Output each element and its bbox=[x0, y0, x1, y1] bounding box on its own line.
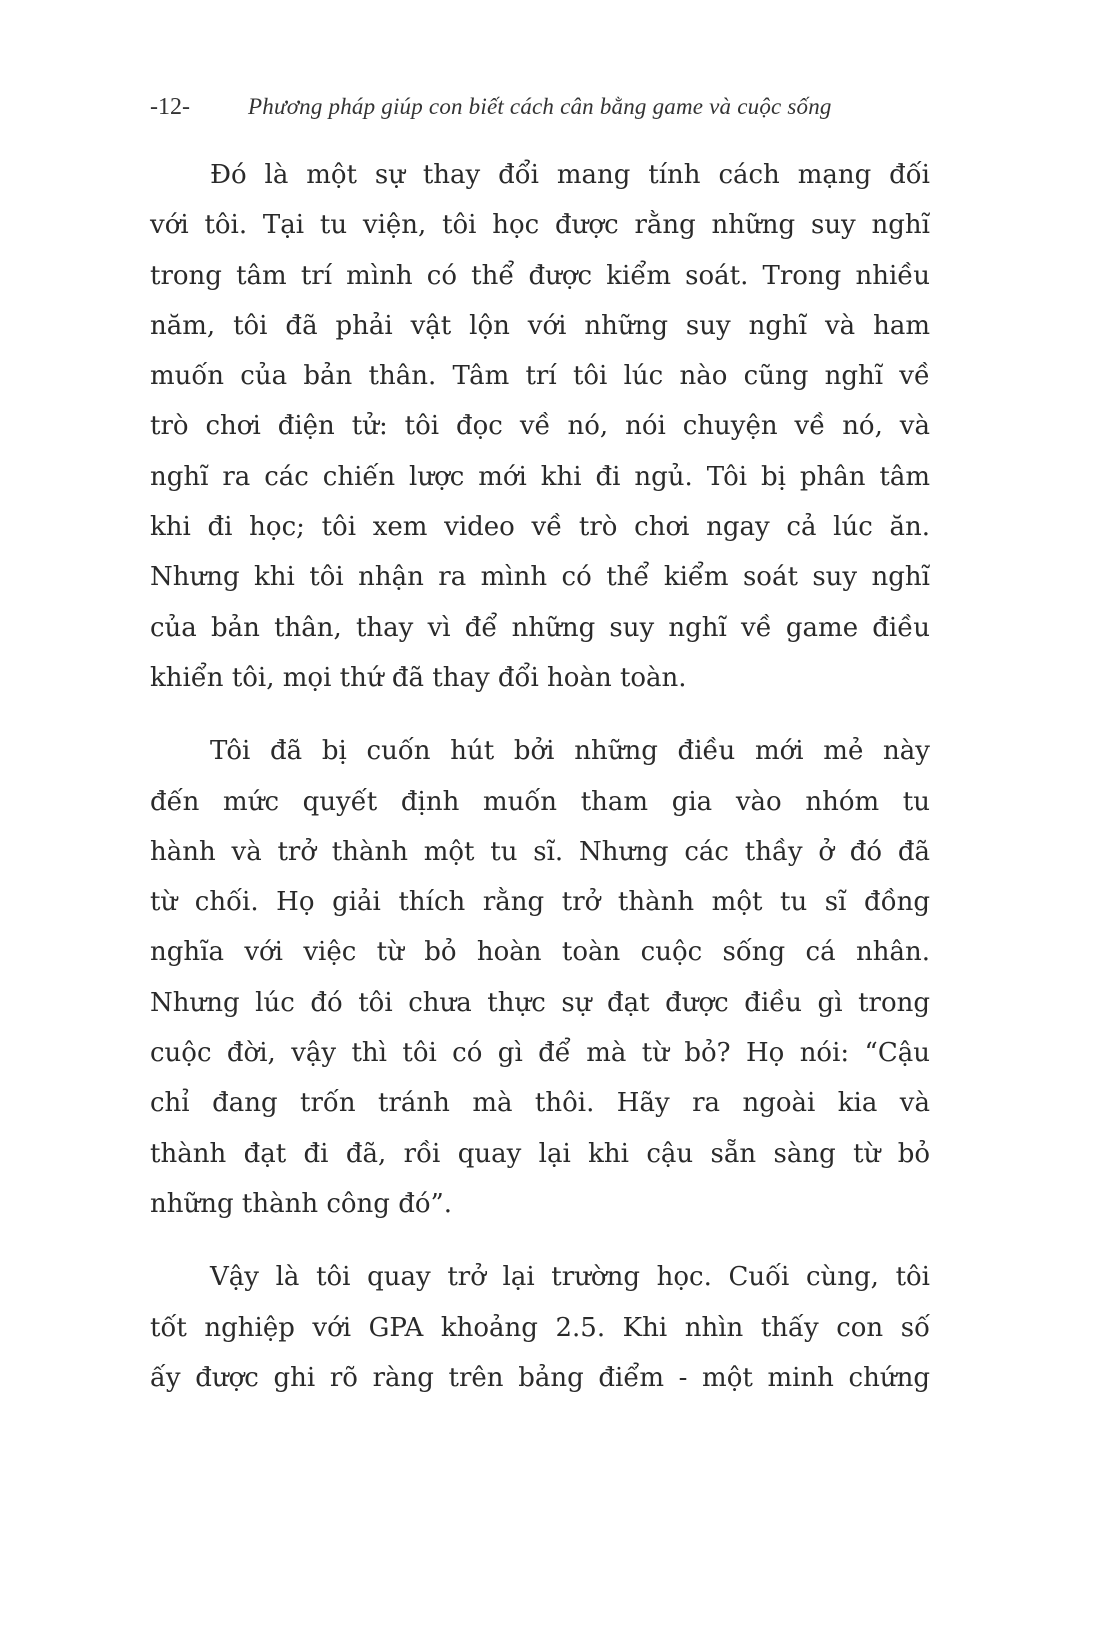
text-line: Nhưng khi tôi nhận ra mình có thể kiểm soát suy nghĩ bbox=[150, 562, 930, 593]
body-text bbox=[150, 150, 930, 1426]
text-line: ấy được ghi rõ ràng trên bảng điểm - một minh chứng bbox=[150, 1362, 930, 1393]
text-line: của bản thân, thay vì để những suy nghĩ về game điều bbox=[150, 612, 930, 643]
text-line: Vậy là tôi quay trở lại trường học. Cuối cùng, tôi bbox=[210, 1262, 930, 1293]
text-line: đến mức quyết định muốn tham gia vào nhóm tu bbox=[150, 786, 930, 817]
paragraph bbox=[150, 1252, 930, 1403]
text-line: hành và trở thành một tu sĩ. Nhưng các thầy ở đó đã bbox=[150, 836, 930, 867]
text-line: những thành công đó”. bbox=[150, 1188, 453, 1219]
text-line: Nhưng lúc đó tôi chưa thực sự đạt được điều gì trong bbox=[150, 987, 930, 1018]
text-line: thành đạt đi đã, rồi quay lại khi cậu sẵn sàng từ bỏ bbox=[150, 1138, 930, 1169]
text-line: với tôi. Tại tu viện, tôi học được rằng những suy nghĩ bbox=[150, 210, 930, 241]
text-line: nghĩ ra các chiến lược mới khi đi ngủ. Tôi bị phân tâm bbox=[150, 461, 930, 492]
running-header bbox=[150, 94, 930, 128]
text-line: Đó là một sự thay đổi mang tính cách mạng đối bbox=[210, 160, 930, 190]
paragraph bbox=[150, 150, 930, 703]
text-line: năm, tôi đã phải vật lộn với những suy nghĩ và ham bbox=[150, 310, 930, 341]
text-line: Tôi đã bị cuốn hút bởi những điều mới mẻ này bbox=[210, 736, 930, 767]
text-line: cuộc đời, vậy thì tôi có gì để mà từ bỏ? Họ nói: “Cậu bbox=[150, 1038, 930, 1069]
text-line: khiển tôi, mọi thứ đã thay đổi hoàn toàn. bbox=[150, 662, 687, 693]
page-number: -12- bbox=[150, 94, 190, 120]
text-line: nghĩa với việc từ bỏ hoàn toàn cuộc sống cá nhân. bbox=[150, 937, 930, 968]
text-line: chỉ đang trốn tránh mà thôi. Hãy ra ngoài kia và bbox=[150, 1088, 930, 1119]
text-line: muốn của bản thân. Tâm trí tôi lúc nào cũng nghĩ về bbox=[150, 361, 930, 392]
text-line: tốt nghiệp với GPA khoảng 2.5. Khi nhìn thấy con số bbox=[150, 1312, 930, 1343]
text-line: khi đi học; tôi xem video về trò chơi ngay cả lúc ăn. bbox=[150, 512, 930, 543]
text-line: từ chối. Họ giải thích rằng trở thành một tu sĩ đồng bbox=[150, 887, 930, 918]
text-line: trò chơi điện tử: tôi đọc về nó, nói chuyện về nó, và bbox=[150, 411, 930, 442]
book-title: Phương pháp giúp con biết cách cân bằng game và cuộc sống bbox=[248, 94, 832, 119]
text-line: trong tâm trí mình có thể được kiểm soát. Trong nhiều bbox=[150, 260, 930, 291]
paragraph bbox=[150, 726, 930, 1229]
